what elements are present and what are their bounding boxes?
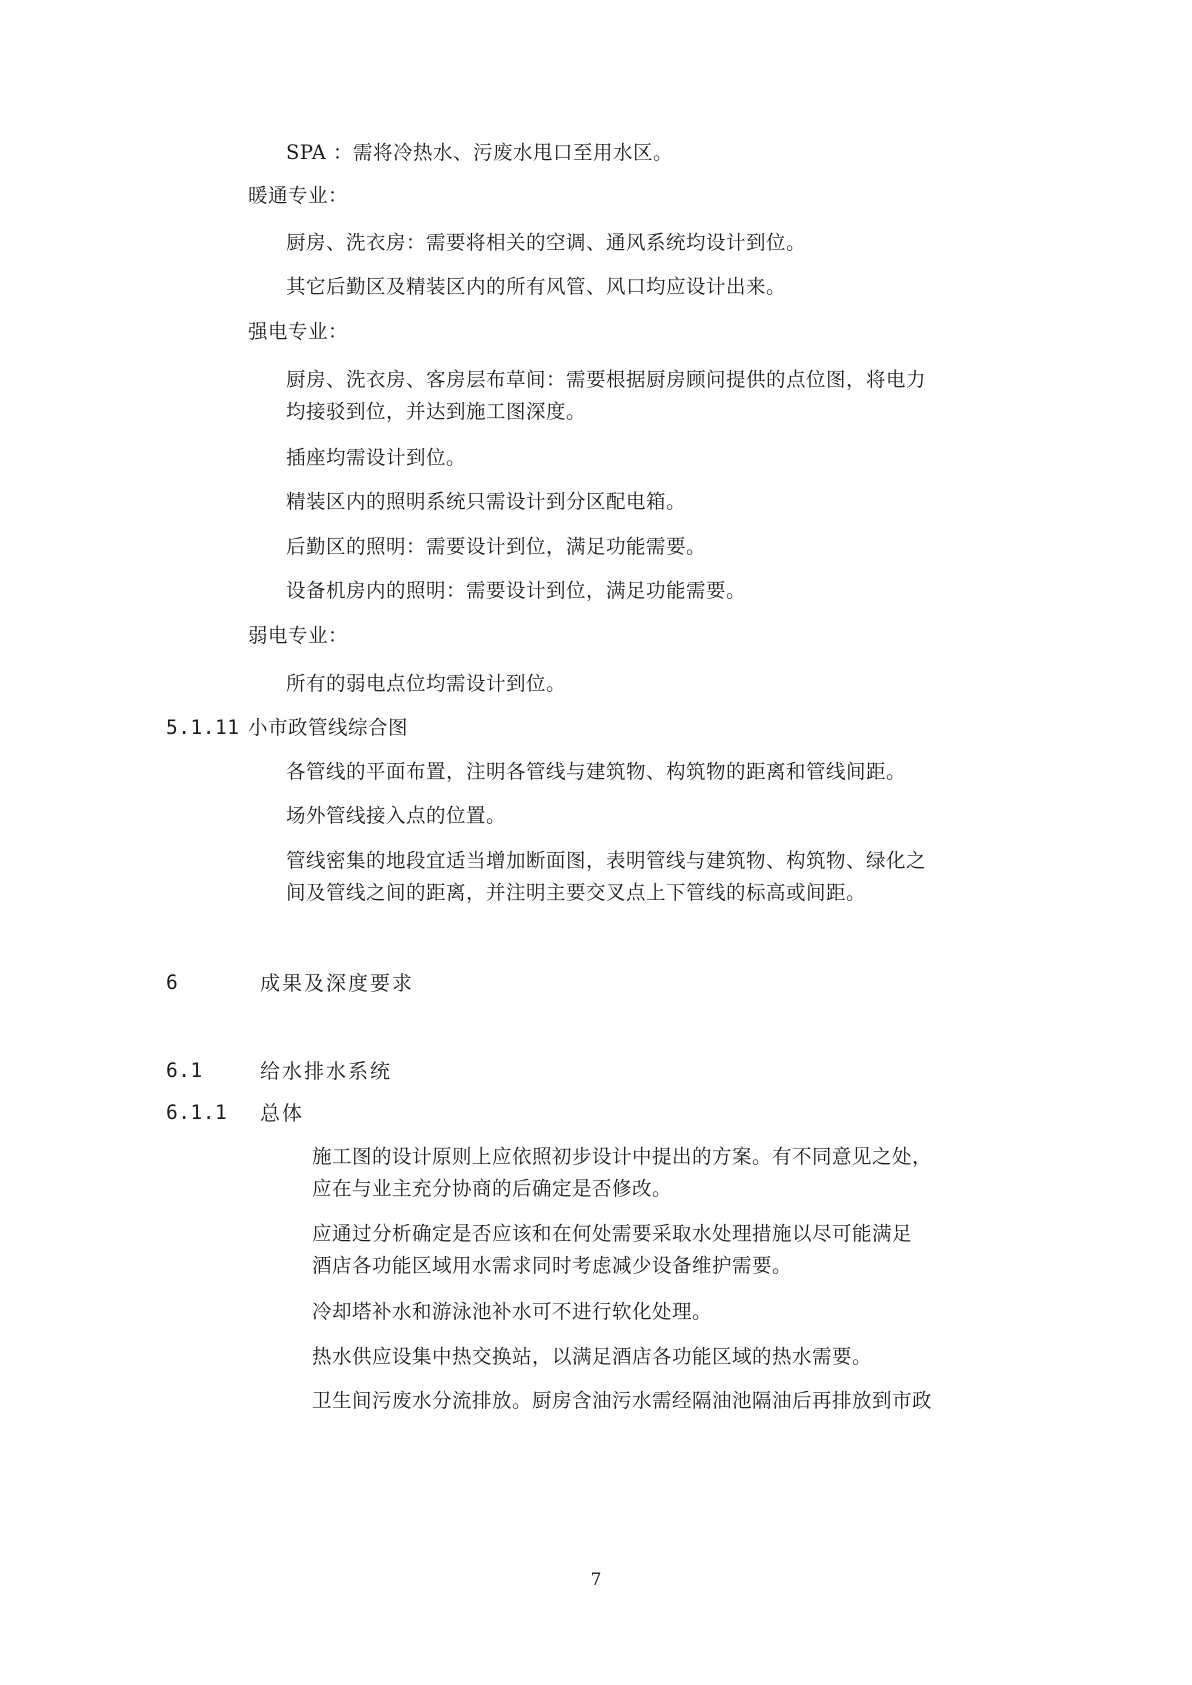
water-treatment-line-cont: 酒店各功能区域用水需求同时考虑减少设备维护需要。 xyxy=(312,1254,793,1277)
section-title-6-1: 给水排水系统 xyxy=(260,1059,392,1083)
power-kitchen-line-cont: 均接驳到位，并达到施工图深度。 xyxy=(286,400,587,423)
pipeline-access-line: 场外管线接入点的位置。 xyxy=(286,804,507,827)
spa-line: SPA ：需将冷热水、污废水甩口至用水区。 xyxy=(286,141,673,164)
power-kitchen-line: 厨房、洗衣房、客房层布草间：需要根据厨房顾问提供的点位图，将电力 xyxy=(286,368,927,391)
power-heading: 强电专业： xyxy=(248,320,349,343)
section-number-6: 6 xyxy=(166,971,179,994)
page-number: 7 xyxy=(590,1570,602,1590)
section-title-6-1-1: 总体 xyxy=(260,1101,304,1125)
backhouse-lighting-line: 后勤区的照明：需要设计到位，满足功能需要。 xyxy=(286,535,707,558)
hvac-other-line: 其它后勤区及精装区内的所有风管、风口均应设计出来。 xyxy=(286,275,787,298)
section-number-6-1-1: 6.1.1 xyxy=(166,1101,228,1124)
water-treatment-line: 应通过分析确定是否应该和在何处需要采取水处理措施以尽可能满足 xyxy=(312,1222,913,1245)
pipeline-layout-line: 各管线的平面布置，注明各管线与建筑物、构筑物的距离和管线间距。 xyxy=(286,760,907,783)
socket-line: 插座均需设计到位。 xyxy=(286,446,467,469)
lighting-line: 精装区内的照明系统只需设计到分区配电箱。 xyxy=(286,490,687,513)
weak-current-line: 所有的弱电点位均需设计到位。 xyxy=(286,672,567,695)
equipment-lighting-line: 设备机房内的照明：需要设计到位，满足功能需要。 xyxy=(286,579,747,602)
section-number-6-1: 6.1 xyxy=(166,1059,203,1082)
design-principle-line: 施工图的设计原则上应依照初步设计中提出的方案。有不同意见之处， xyxy=(312,1145,933,1168)
design-principle-line-cont: 应在与业主充分协商的后确定是否修改。 xyxy=(312,1177,673,1200)
pipeline-section-line: 管线密集的地段宜适当增加断面图，表明管线与建筑物、构筑物、绿化之 xyxy=(286,849,927,872)
hvac-heading: 暖通专业： xyxy=(248,184,349,207)
section-title-6: 成果及深度要求 xyxy=(260,971,414,995)
pipeline-section-line-cont: 间及管线之间的距离，并注明主要交叉点上下管线的标高或间距。 xyxy=(286,881,867,904)
drainage-line: 卫生间污废水分流排放。厨房含油污水需经隔油池隔油后再排放到市政 xyxy=(312,1389,933,1412)
section-title-5-1-11: 小市政管线综合图 xyxy=(248,716,409,739)
section-number-5-1-11: 5.1.11 xyxy=(166,716,240,739)
hot-water-line: 热水供应设集中热交换站，以满足酒店各功能区域的热水需要。 xyxy=(312,1345,873,1368)
cooling-tower-line: 冷却塔补水和游泳池补水可不进行软化处理。 xyxy=(312,1300,713,1323)
weak-current-heading: 弱电专业： xyxy=(248,624,349,647)
hvac-kitchen-line: 厨房、洗衣房：需要将相关的空调、通风系统均设计到位。 xyxy=(286,231,807,254)
